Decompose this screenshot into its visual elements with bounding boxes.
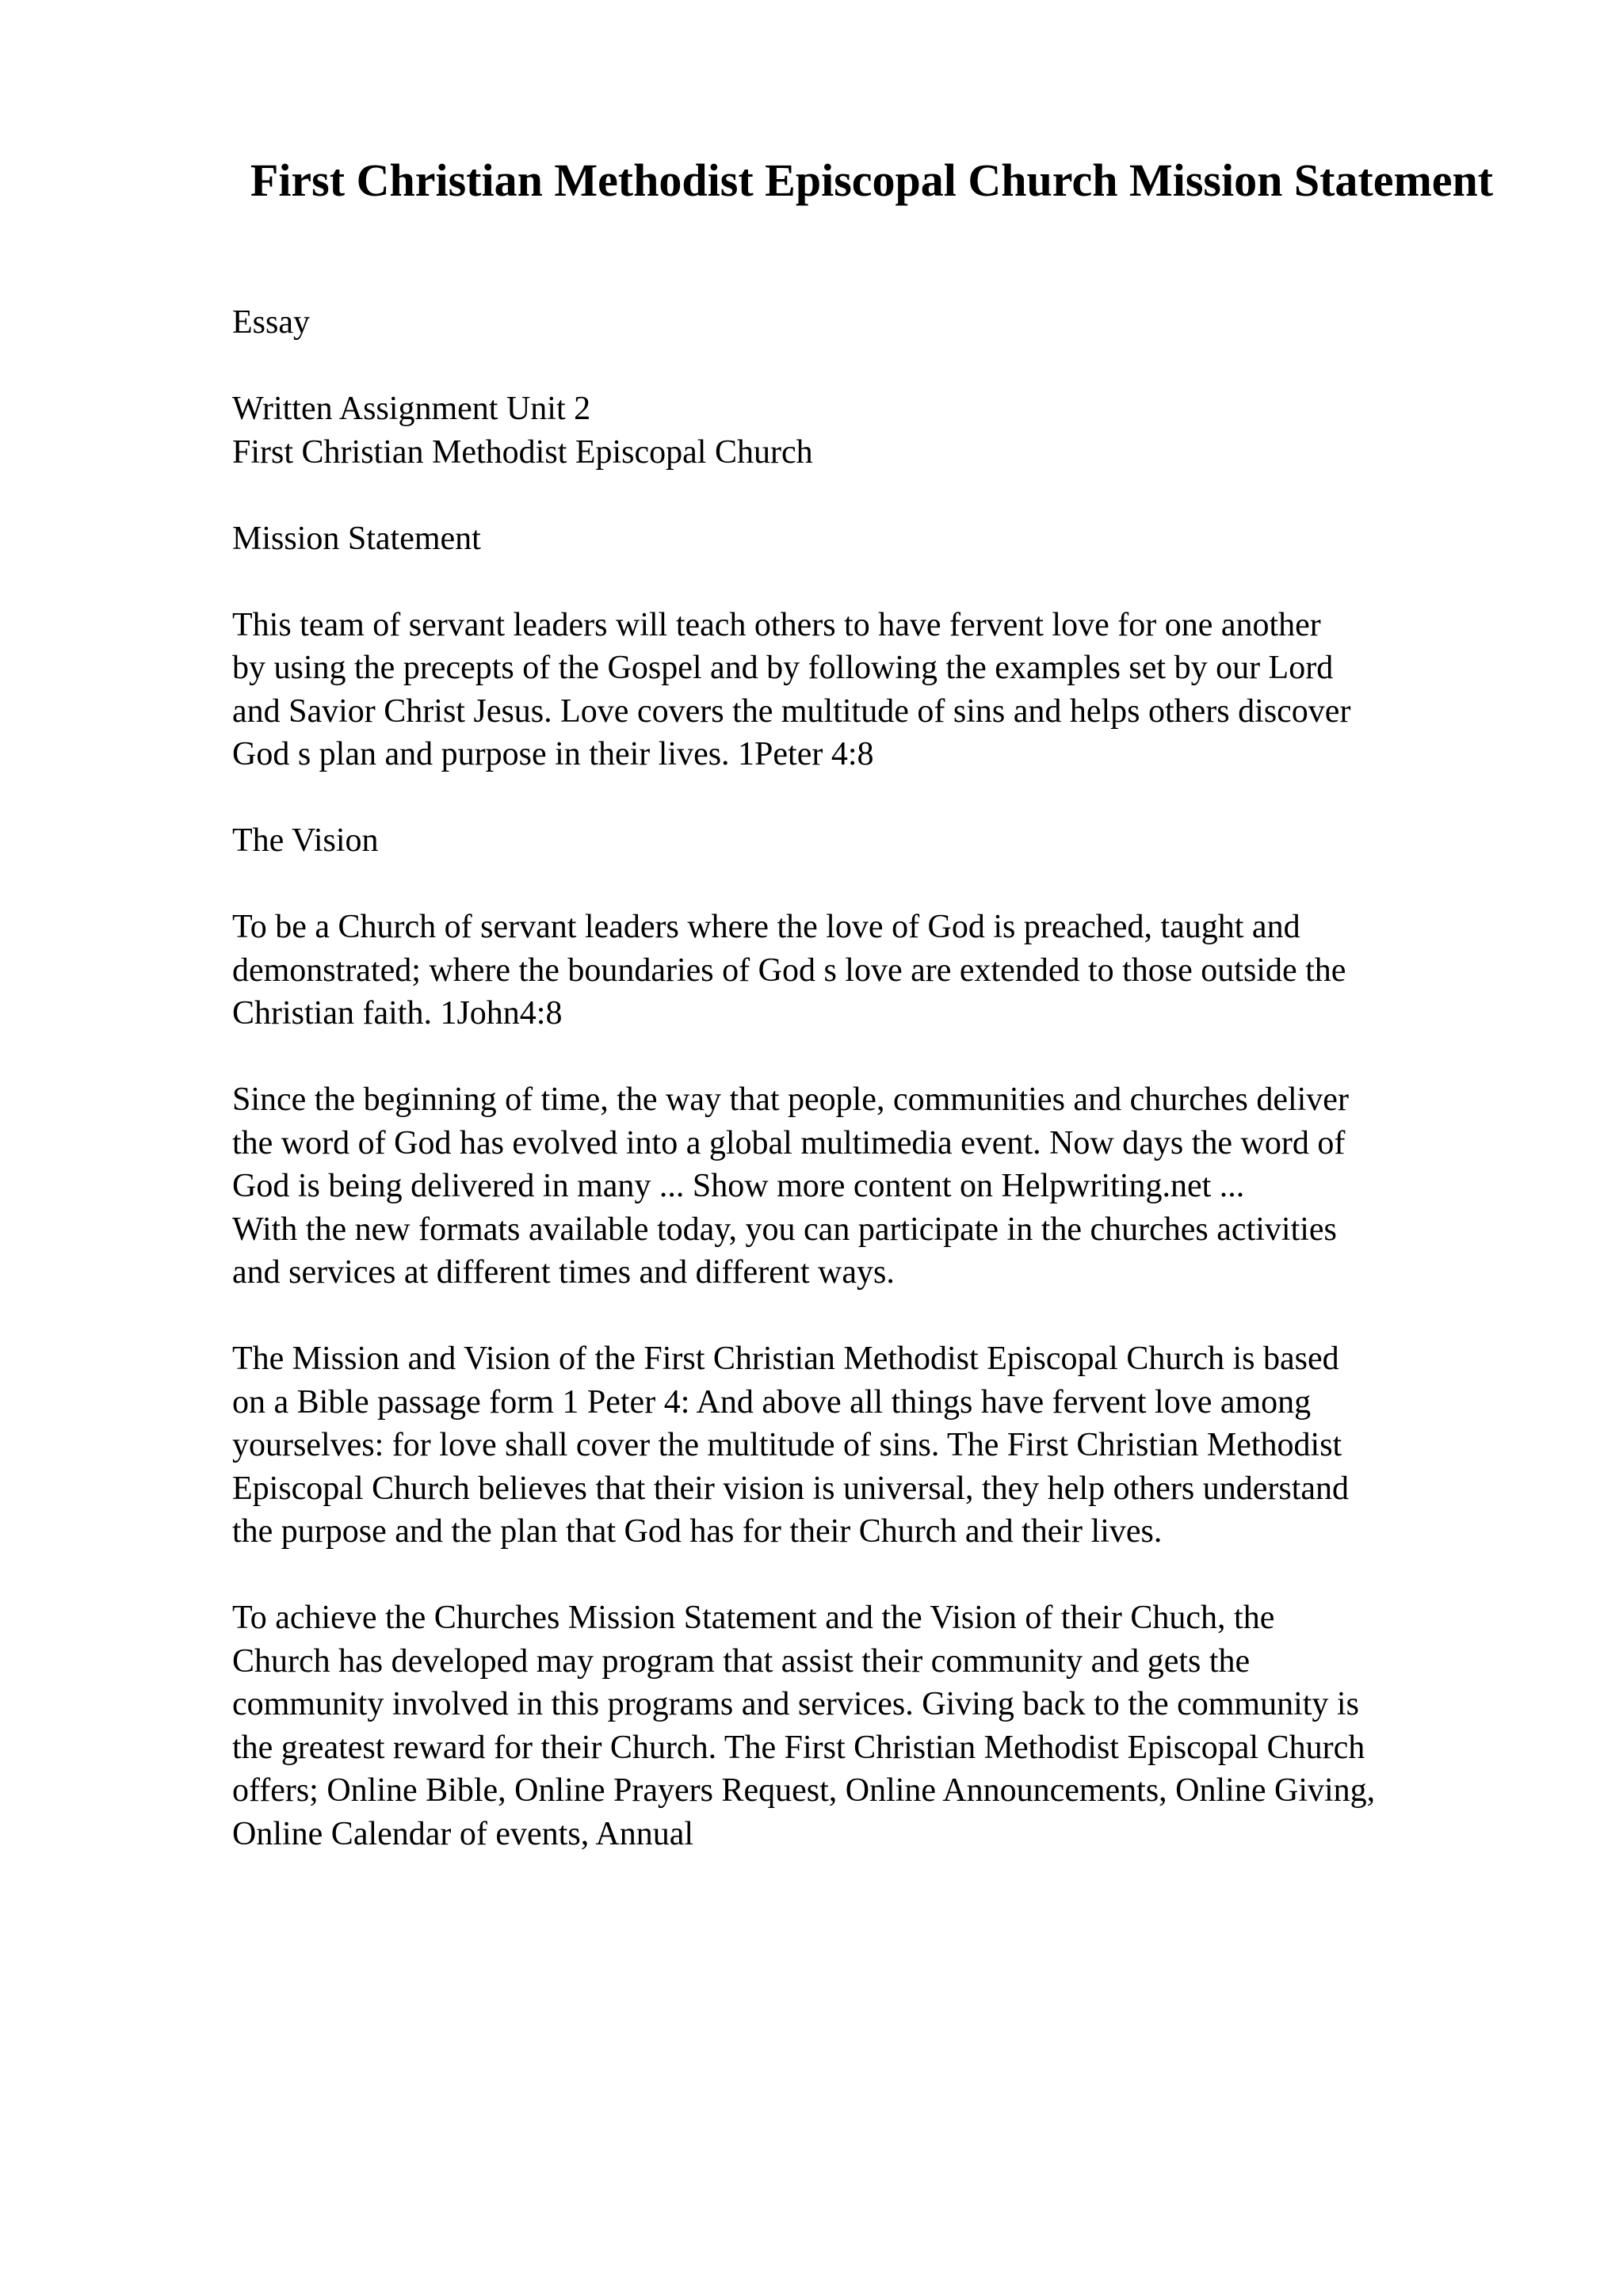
document-title [238, 152, 1506, 209]
text-line: community involved in this programs and services. Giving back to the community is [232, 1686, 1359, 1722]
text-line: Online Calendar of events, Annual [232, 1815, 694, 1852]
mission-heading [232, 517, 1532, 561]
text-line: Since the beginning of time, the way that people, communities and churches deliver [232, 1081, 1349, 1118]
text-line: Written Assignment Unit 2 [232, 391, 591, 427]
mission-paragraph [232, 604, 1532, 776]
achieve-paragraph [232, 1596, 1532, 1855]
text-line: by using the precepts of the Gospel and by following the examples set by our Lord [232, 650, 1334, 686]
text-line: First Christian Methodist Episcopal Church [232, 433, 813, 471]
text-line: God s plan and purpose in their lives. 1Peter 4:8 [232, 736, 874, 772]
assignment-block [232, 387, 1532, 474]
text-line: and services at different times and different ways. [232, 1254, 895, 1291]
text-line: To achieve the Churches Mission Statement and the Vision of their Chuch, the [232, 1600, 1275, 1636]
text-line: This team of servant leaders will teach others to have fervent love for one another [232, 606, 1321, 643]
mission-vision-paragraph [232, 1337, 1532, 1554]
text-line: the purpose and the plan that God has for their Church and their lives. [232, 1513, 1163, 1550]
title-line: Statement [1293, 154, 1494, 206]
beginning-paragraph [232, 1078, 1532, 1295]
text-line: the word of God has evolved into a global multimedia event. Now days the word of [232, 1124, 1346, 1161]
vision-paragraph [232, 906, 1532, 1035]
text-line: Church has developed may program that assist their community and gets the [232, 1642, 1251, 1680]
text-line: God is being delivered in many ... Show more content on Helpwriting.net ... [232, 1168, 1245, 1204]
text-line: With the new formats available today, you can participate in the churches activities [232, 1211, 1337, 1248]
text-line: The Vision [232, 822, 379, 859]
text-line: Christian faith. 1John4:8 [232, 995, 563, 1032]
text-line: Essay [232, 304, 310, 341]
text-line: yourselves: for love shall cover the multitude of sins. The First Christian Methodist [232, 1427, 1342, 1463]
text-line: To be a Church of servant leaders where the love of God is preached, taught and [232, 909, 1300, 945]
document-body [232, 301, 1532, 1899]
title-line: First Christian Methodist Episcopal Church Mission [250, 154, 1283, 206]
text-line: the greatest reward for their Church. The First Christian Methodist Episcopal Church [232, 1729, 1365, 1766]
essay-label [232, 301, 1532, 345]
text-line: Mission Statement [232, 520, 481, 557]
text-line: and Savior Christ Jesus. Love covers the multitude of sins and helps others discover [232, 692, 1351, 730]
text-line: demonstrated; where the boundaries of God s love are extended to those outside the [232, 952, 1346, 989]
text-line: The Mission and Vision of the First Christian Methodist Episcopal Church is based [232, 1341, 1339, 1377]
text-line: offers; Online Bible, Online Prayers Request, Online Announcements, Online Giving, [232, 1772, 1376, 1809]
text-line: Episcopal Church believes that their vision is universal, they help others understand [232, 1470, 1350, 1507]
vision-heading [232, 819, 1532, 863]
text-line: on a Bible passage form 1 Peter 4: And above all things have fervent love among [232, 1383, 1312, 1421]
